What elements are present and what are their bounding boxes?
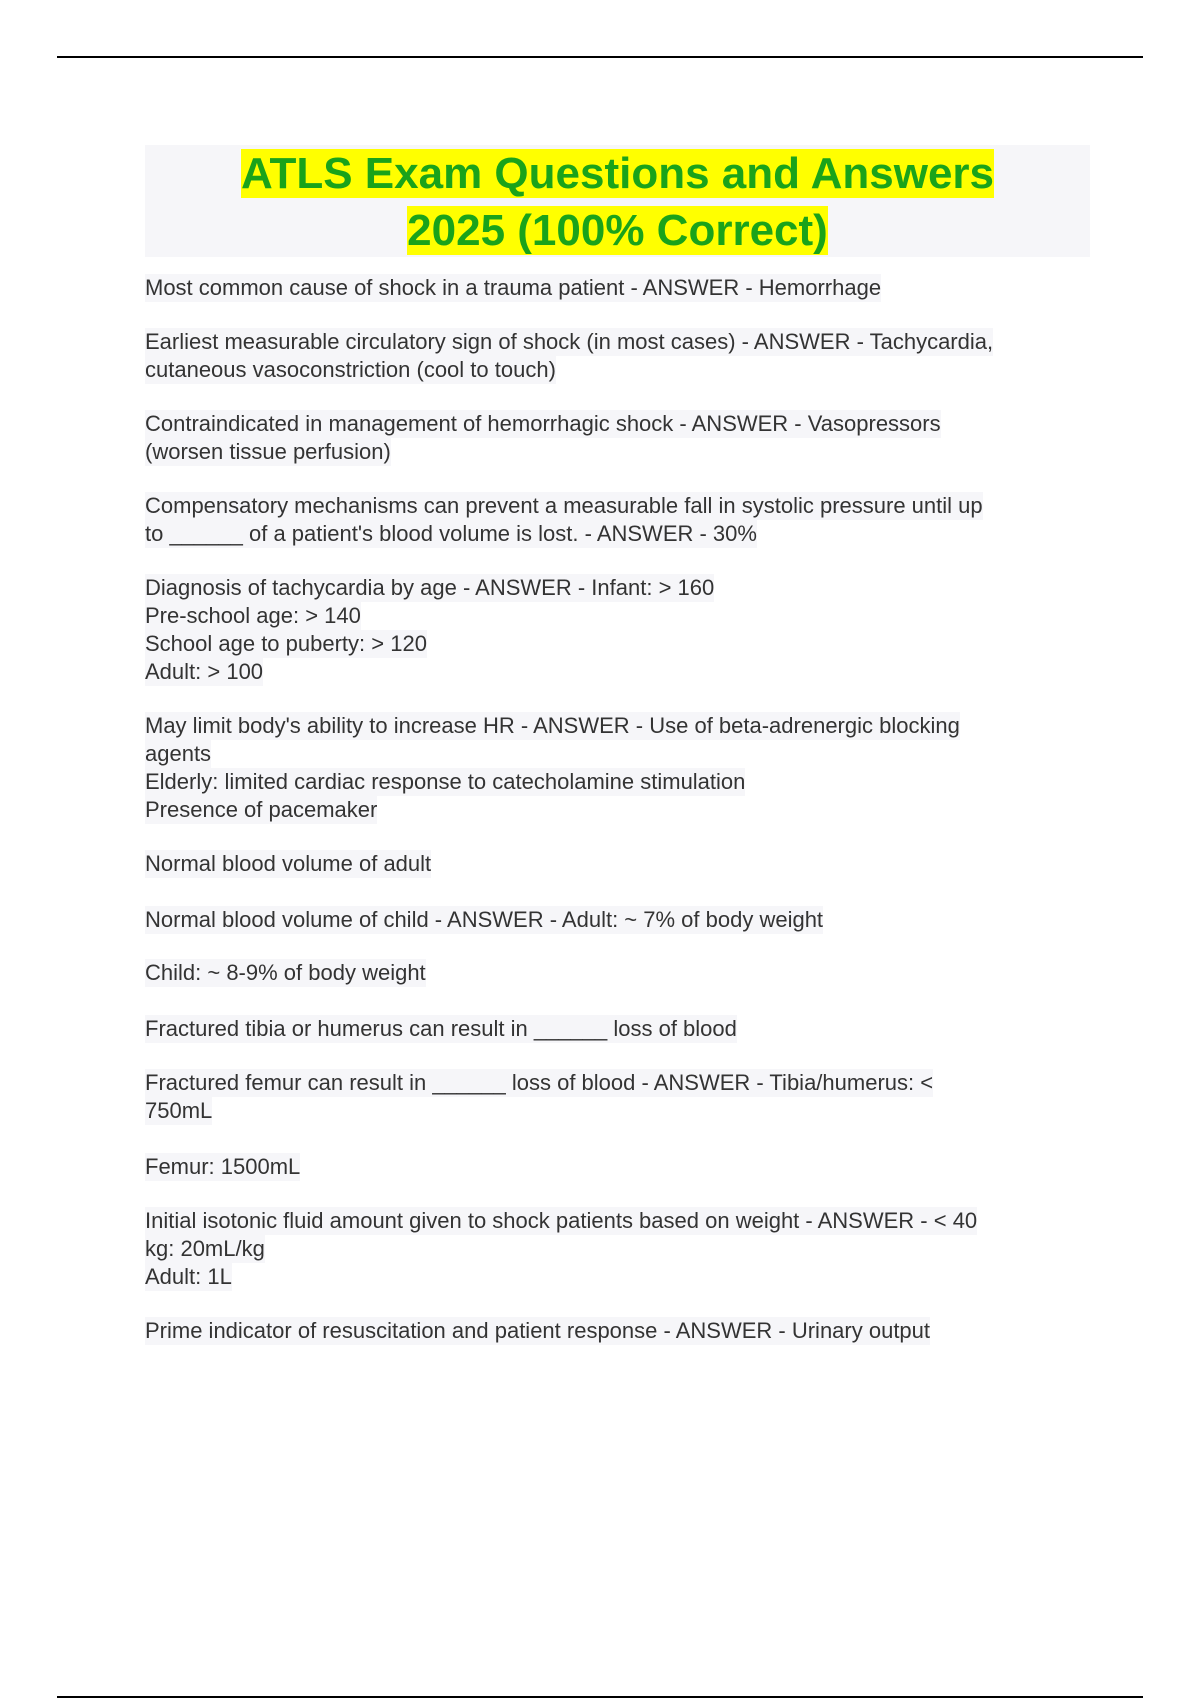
qa-item (145, 959, 1090, 987)
qa-item (145, 574, 1090, 686)
qa-line: Normal blood volume of child - ANSWER - Adult: ~ 7% of body weight (145, 907, 824, 932)
qa-list (145, 274, 1090, 1345)
qa-line: Earliest measurable circulatory sign of shock (in most cases) - ANSWER - Tachycardia, (145, 329, 994, 354)
title-block (145, 145, 1090, 257)
qa-line: kg: 20mL/kg (145, 1236, 265, 1261)
qa-item (145, 1069, 1090, 1125)
qa-line: Femur: 1500mL (145, 1154, 301, 1179)
qa-item (145, 712, 1090, 824)
qa-line: 750mL (145, 1098, 213, 1123)
qa-item (145, 1207, 1090, 1291)
qa-line: Adult: > 100 (145, 659, 264, 684)
qa-item (145, 1317, 1090, 1345)
qa-item (145, 1015, 1090, 1043)
qa-line: (worsen tissue perfusion) (145, 439, 391, 464)
qa-line: School age to puberty: > 120 (145, 631, 427, 656)
qa-line: Initial isotonic fluid amount given to shock patients based on weight - ANSWER - < 40 (145, 1208, 978, 1233)
bottom-divider (57, 1696, 1143, 1698)
qa-line: Fractured femur can result in ______ loss of blood - ANSWER - Tibia/humerus: < (145, 1070, 934, 1095)
qa-line: Compensatory mechanisms can prevent a measurable fall in systolic pressure until up (145, 493, 983, 518)
qa-line: Most common cause of shock in a trauma patient - ANSWER - Hemorrhage (145, 275, 882, 300)
qa-line: Normal blood volume of adult (145, 851, 432, 876)
qa-line: Fractured tibia or humerus can result in ______ loss of blood (145, 1016, 737, 1041)
qa-line: Contraindicated in management of hemorrhagic shock - ANSWER - Vasopressors (145, 411, 941, 436)
qa-line: Presence of pacemaker (145, 797, 378, 822)
qa-item (145, 492, 1090, 548)
qa-line: May limit body's ability to increase HR - ANSWER - Use of beta-adrenergic blocking (145, 713, 960, 738)
qa-line: Elderly: limited cardiac response to catecholamine stimulation (145, 769, 746, 794)
qa-line: Prime indicator of resuscitation and patient response - ANSWER - Urinary output (145, 1318, 931, 1343)
qa-line: to ______ of a patient's blood volume is lost. - ANSWER - 30% (145, 521, 757, 546)
qa-item (145, 906, 1090, 934)
qa-line: Child: ~ 8-9% of body weight (145, 960, 426, 985)
qa-item (145, 328, 1090, 384)
qa-item (145, 1153, 1090, 1181)
document-title-line-1: ATLS Exam Questions and Answers (240, 149, 995, 198)
qa-line: Diagnosis of tachycardia by age - ANSWER - Infant: > 160 (145, 575, 715, 600)
qa-item (145, 850, 1090, 878)
qa-line: agents (145, 741, 212, 766)
qa-line: Pre-school age: > 140 (145, 603, 361, 628)
qa-item (145, 410, 1090, 466)
qa-line: Adult: 1L (145, 1264, 232, 1289)
qa-item (145, 274, 1090, 302)
qa-line: cutaneous vasoconstriction (cool to touch) (145, 357, 556, 382)
top-divider (57, 56, 1143, 58)
document-title-line-2: 2025 (100% Correct) (407, 206, 828, 255)
